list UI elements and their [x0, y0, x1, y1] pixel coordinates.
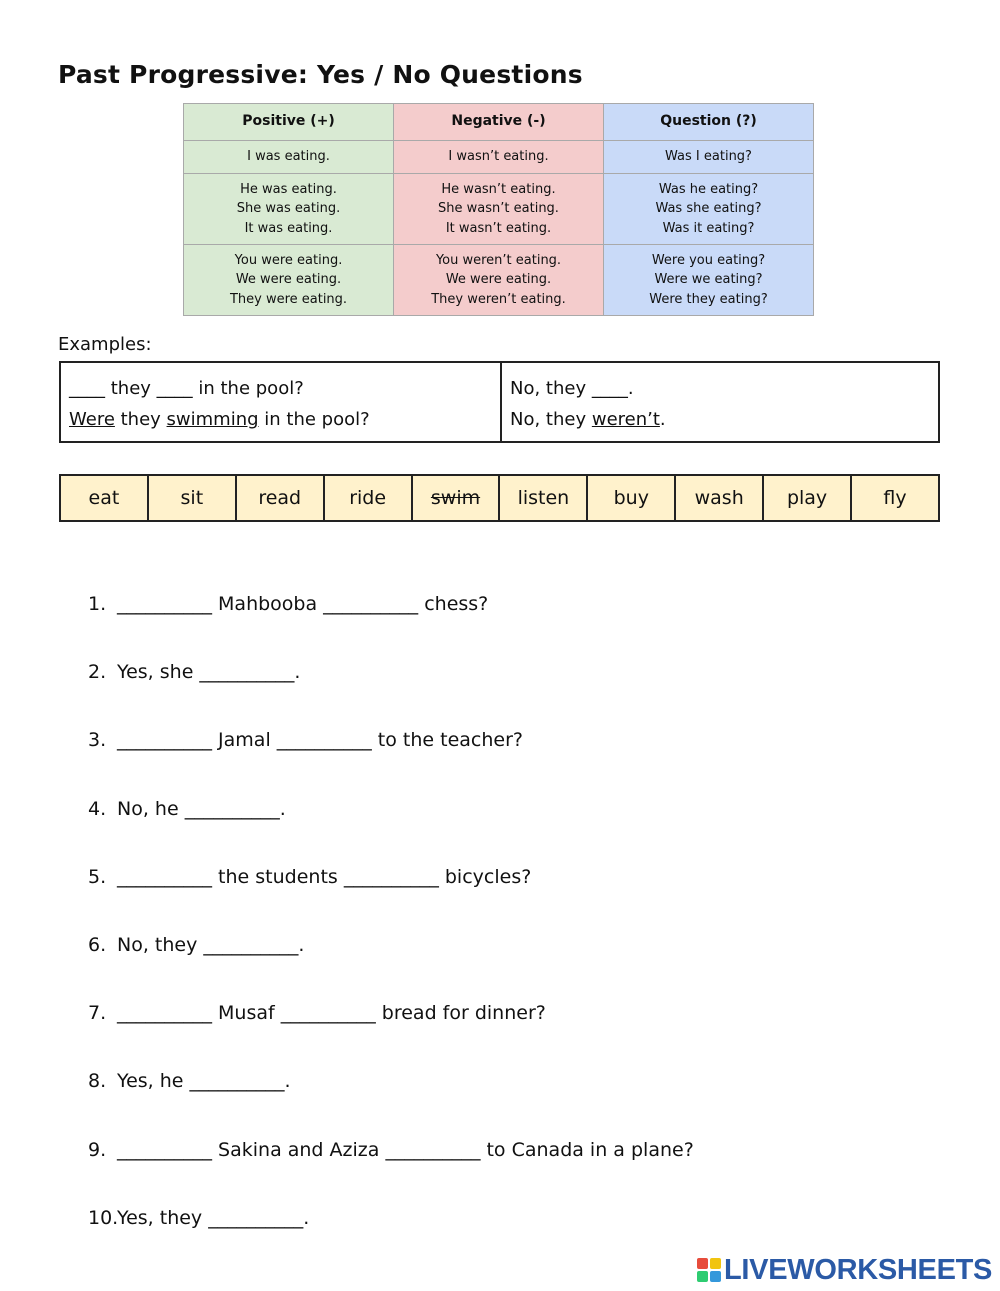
sentence: I wasn’t eating.	[448, 149, 549, 165]
example-question-cell	[60, 362, 501, 442]
sentence: Was I eating?	[665, 149, 752, 165]
exercise-number: 10.	[88, 1206, 119, 1229]
word-bank-item: fly	[851, 475, 939, 521]
exercise-number: 9.	[88, 1138, 107, 1161]
examples-label: Examples:	[58, 334, 152, 355]
example-question-blank	[69, 373, 492, 404]
sentence: We were eating.	[445, 272, 552, 288]
exercise-text[interactable]: __________ Jamal __________ to the teacher?	[117, 729, 523, 752]
word-bank	[59, 474, 940, 522]
example-answer-filled	[510, 404, 930, 435]
sentence: He was eating.	[240, 181, 337, 197]
table-cell	[394, 141, 604, 174]
table-cell	[394, 174, 604, 245]
sentence: It wasn’t eating.	[445, 220, 552, 236]
exercise-number: 6.	[88, 933, 107, 956]
sentence: Was he eating?	[658, 181, 759, 197]
sentence: You weren’t eating.	[435, 252, 562, 268]
word-bank-item: ride	[324, 475, 412, 521]
sentence: Was it eating?	[662, 220, 755, 236]
underlined-word: weren’t	[591, 409, 660, 430]
text-fragment: in the pool?	[192, 378, 304, 399]
table-cell	[184, 174, 394, 245]
example-answer-blank	[510, 373, 930, 404]
word-bank-item: read	[236, 475, 324, 521]
header-question: Question (?)	[604, 104, 814, 141]
exercise-item	[88, 1136, 694, 1204]
sentence: She was eating.	[236, 201, 341, 217]
grammar-table	[183, 103, 814, 316]
sentence: I was eating.	[247, 149, 330, 165]
sentence: They were eating.	[229, 291, 348, 307]
sentence: Was she eating?	[655, 201, 762, 217]
exercise-text[interactable]: __________ Musaf __________ bread for dinner?	[117, 1002, 546, 1025]
exercise-text[interactable]: Yes, he __________.	[117, 1070, 291, 1093]
text-fragment: .	[627, 378, 634, 399]
word-bank-item: play	[763, 475, 851, 521]
table-cell	[604, 141, 814, 174]
word-bank-item: sit	[148, 475, 236, 521]
exercise-number: 4.	[88, 797, 107, 820]
word-bank-item-crossed	[412, 475, 500, 521]
header-negative: Negative (-)	[394, 104, 604, 141]
table-cell	[184, 141, 394, 174]
exercise-text[interactable]: No, they __________.	[117, 933, 305, 956]
exercise-text[interactable]: Yes, they __________.	[117, 1206, 310, 1229]
text-fragment: ____	[69, 378, 105, 399]
liveworksheets-logo[interactable]	[697, 1254, 992, 1286]
sentence: He wasn’t eating.	[441, 181, 556, 197]
sentence: She wasn’t eating.	[438, 201, 559, 217]
exercise-text[interactable]: Yes, she __________.	[117, 661, 301, 684]
sentence: Were they eating?	[649, 291, 768, 307]
page-title: Past Progressive: Yes / No Questions	[58, 60, 583, 89]
text-fragment: .	[659, 409, 666, 430]
word-bank-item: listen	[499, 475, 587, 521]
text-fragment: they	[114, 409, 167, 430]
exercise-text[interactable]: __________ Sakina and Aziza __________ to Canada in a plane?	[117, 1138, 694, 1161]
sentence: Were we eating?	[654, 272, 763, 288]
sentence: You were eating.	[234, 252, 343, 268]
exercise-item	[88, 863, 694, 931]
exercise-item	[88, 726, 694, 794]
exercise-list	[88, 590, 694, 1272]
word-bank-item: wash	[675, 475, 763, 521]
exercise-item	[88, 999, 694, 1067]
exercise-text[interactable]: No, he __________.	[117, 797, 286, 820]
liveworksheets-logo-icon	[697, 1258, 721, 1282]
sentence: Were you eating?	[651, 252, 766, 268]
exercise-item	[88, 795, 694, 863]
text-fragment: No, they	[510, 409, 592, 430]
exercise-item	[88, 1067, 694, 1135]
exercise-item	[88, 931, 694, 999]
text-fragment: ____	[591, 378, 628, 399]
exercise-number: 1.	[88, 593, 107, 615]
sentence: They weren’t eating.	[431, 291, 566, 307]
sentence: It was eating.	[244, 220, 333, 236]
exercise-item	[88, 1204, 694, 1272]
logo-text: LIVEWORKSHEETS	[724, 1253, 993, 1286]
table-cell	[604, 174, 814, 245]
exercise-number: 2.	[88, 661, 107, 684]
text-fragment: No, they	[510, 378, 592, 399]
crossed-out-word: swim	[430, 487, 481, 509]
underlined-word: Were	[69, 409, 115, 430]
exercise-text[interactable]: __________ Mahbooba __________ chess?	[117, 593, 489, 615]
exercise-number: 7.	[88, 1002, 107, 1025]
header-positive: Positive (+)	[184, 104, 394, 141]
word-bank-item: buy	[587, 475, 675, 521]
table-cell	[394, 245, 604, 316]
example-question-answer	[69, 404, 492, 435]
exercise-number: 8.	[88, 1070, 107, 1093]
exercise-item	[88, 590, 694, 658]
exercise-text[interactable]: __________ the students __________ bicycles?	[117, 865, 532, 888]
exercise-number: 3.	[88, 729, 107, 752]
sentence: We were eating.	[235, 272, 342, 288]
exercise-number: 5.	[88, 865, 107, 888]
example-answer-cell	[501, 362, 939, 442]
table-cell	[184, 245, 394, 316]
text-fragment: in the pool?	[258, 409, 370, 430]
word-bank-item: eat	[60, 475, 148, 521]
underlined-word: swimming	[166, 409, 259, 430]
text-fragment: ____	[156, 378, 193, 399]
text-fragment: they	[105, 378, 157, 399]
examples-box	[59, 361, 940, 443]
table-cell	[604, 245, 814, 316]
exercise-item	[88, 658, 694, 726]
